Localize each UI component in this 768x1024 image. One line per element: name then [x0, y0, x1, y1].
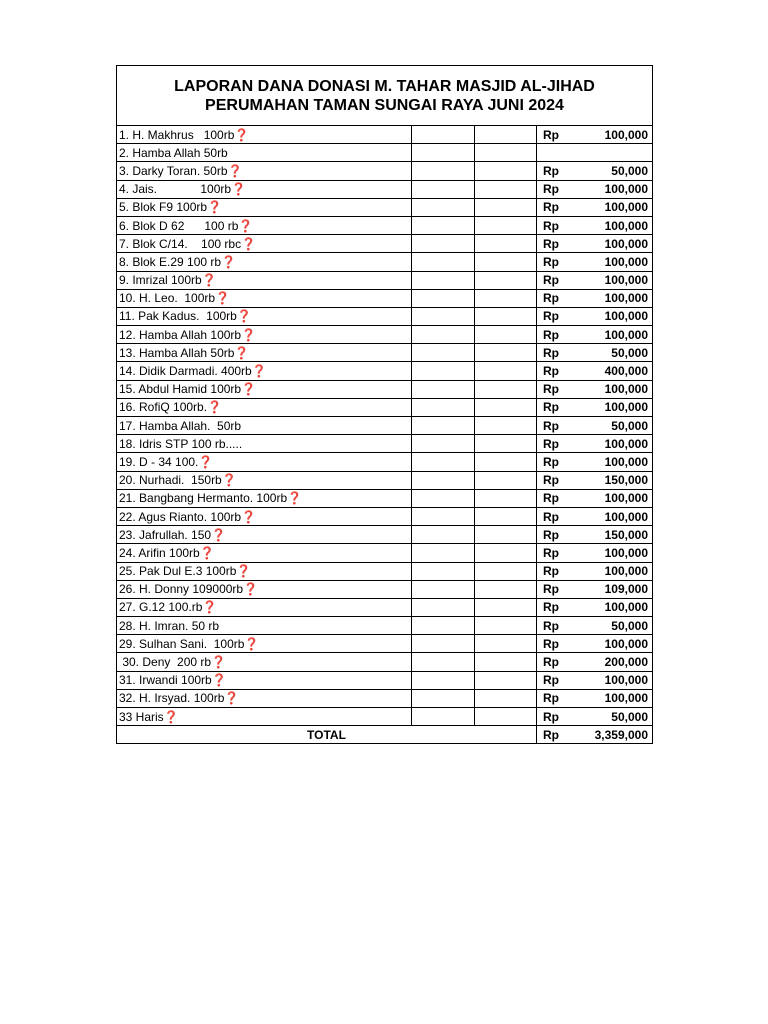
currency-cell: Rp [537, 726, 566, 744]
table-row [117, 180, 653, 198]
table-row [117, 380, 653, 398]
amount-cell: 100,000 [565, 253, 653, 271]
currency-cell: Rp [537, 162, 566, 180]
table-row [117, 708, 653, 726]
empty-cell [475, 635, 537, 653]
amount-cell: 100,000 [565, 271, 653, 289]
table-row [117, 471, 653, 489]
total-row [117, 726, 653, 744]
amount-cell: 100,000 [565, 435, 653, 453]
empty-cell [412, 671, 475, 689]
empty-cell [412, 489, 475, 507]
table-row [117, 344, 653, 362]
table-row [117, 253, 653, 271]
table-row [117, 326, 653, 344]
donor-cell: 27. G.12 100.rb❓ [117, 598, 412, 616]
empty-cell [412, 417, 475, 435]
currency-cell: Rp [537, 526, 566, 544]
table-row [117, 544, 653, 562]
empty-cell [412, 689, 475, 707]
table-row [117, 162, 653, 180]
table-row [117, 489, 653, 507]
amount-cell: 100,000 [565, 507, 653, 525]
amount-cell: 109,000 [565, 580, 653, 598]
amount-cell: 400,000 [565, 362, 653, 380]
currency-cell: Rp [537, 653, 566, 671]
currency-cell: Rp [537, 380, 566, 398]
amount-cell: 100,000 [565, 235, 653, 253]
amount-cell: 100,000 [565, 453, 653, 471]
empty-cell [475, 617, 537, 635]
currency-cell: Rp [537, 635, 566, 653]
amount-cell: 100,000 [565, 326, 653, 344]
title-line-2: PERUMAHAN TAMAN SUNGAI RAYA JUNI 2024 [205, 96, 564, 114]
title-line-1: LAPORAN DANA DONASI M. TAHAR MASJID AL-JIHAD [174, 77, 595, 95]
empty-cell [475, 126, 537, 144]
donor-cell: 12. Hamba Allah 100rb❓ [117, 326, 412, 344]
table-row [117, 453, 653, 471]
empty-cell [412, 198, 475, 216]
empty-cell [475, 380, 537, 398]
empty-cell [475, 708, 537, 726]
table-row [117, 417, 653, 435]
amount-cell: 150,000 [565, 526, 653, 544]
donor-cell: 19. D - 34 100.❓ [117, 453, 412, 471]
table-row [117, 307, 653, 325]
currency-cell: Rp [537, 307, 566, 325]
currency-cell: Rp [537, 362, 566, 380]
empty-cell [412, 617, 475, 635]
empty-cell [475, 526, 537, 544]
empty-cell [475, 653, 537, 671]
empty-cell [412, 580, 475, 598]
empty-cell [475, 307, 537, 325]
empty-cell [475, 453, 537, 471]
donor-cell: 8. Blok E.29 100 rb❓ [117, 253, 412, 271]
empty-cell [412, 235, 475, 253]
currency-cell: Rp [537, 198, 566, 216]
donor-cell: 5. Blok F9 100rb❓ [117, 198, 412, 216]
donor-cell: 13. Hamba Allah 50rb❓ [117, 344, 412, 362]
currency-cell: Rp [537, 253, 566, 271]
empty-cell [475, 544, 537, 562]
empty-cell [475, 689, 537, 707]
currency-cell: Rp [537, 235, 566, 253]
empty-cell [475, 562, 537, 580]
currency-cell: Rp [537, 126, 566, 144]
amount-cell: 50,000 [565, 417, 653, 435]
table-row [117, 671, 653, 689]
empty-cell [475, 198, 537, 216]
amount-cell: 100,000 [565, 635, 653, 653]
currency-cell: Rp [537, 271, 566, 289]
amount-cell: 150,000 [565, 471, 653, 489]
empty-cell [412, 216, 475, 234]
amount-cell: 100,000 [565, 289, 653, 307]
donor-cell: 28. H. Imran. 50 rb [117, 617, 412, 635]
donor-cell: 9. Imrizal 100rb❓ [117, 271, 412, 289]
empty-cell [412, 598, 475, 616]
amount-cell: 100,000 [565, 671, 653, 689]
currency-cell: Rp [537, 326, 566, 344]
empty-cell [475, 326, 537, 344]
empty-cell [412, 126, 475, 144]
currency-cell: Rp [537, 398, 566, 416]
empty-cell [475, 671, 537, 689]
empty-cell [412, 144, 475, 162]
donor-cell: 10. H. Leo. 100rb❓ [117, 289, 412, 307]
empty-cell [475, 580, 537, 598]
table-row [117, 526, 653, 544]
donor-cell: 17. Hamba Allah. 50rb [117, 417, 412, 435]
empty-cell [475, 289, 537, 307]
amount-cell: 100,000 [565, 180, 653, 198]
empty-cell [412, 180, 475, 198]
empty-cell [475, 235, 537, 253]
table-row [117, 289, 653, 307]
table-row [117, 435, 653, 453]
empty-cell [475, 417, 537, 435]
table-row [117, 598, 653, 616]
donor-cell: 4. Jais. 100rb❓ [117, 180, 412, 198]
empty-cell [412, 471, 475, 489]
empty-cell [412, 544, 475, 562]
report-title [116, 65, 653, 125]
currency-cell: Rp [537, 471, 566, 489]
empty-cell [412, 562, 475, 580]
donor-cell: 14. Didik Darmadi. 400rb❓ [117, 362, 412, 380]
donor-cell: 20. Nurhadi. 150rb❓ [117, 471, 412, 489]
currency-cell: Rp [537, 544, 566, 562]
amount-cell: 50,000 [565, 617, 653, 635]
donor-cell: 18. Idris STP 100 rb..... [117, 435, 412, 453]
empty-cell [412, 708, 475, 726]
amount-cell: 100,000 [565, 544, 653, 562]
table-row [117, 126, 653, 144]
donor-cell: 6. Blok D 62 100 rb❓ [117, 216, 412, 234]
table-row [117, 144, 653, 162]
table-row [117, 198, 653, 216]
donor-cell: 23. Jafrullah. 150❓ [117, 526, 412, 544]
amount-cell: 50,000 [565, 162, 653, 180]
currency-cell [537, 144, 566, 162]
amount-cell: 100,000 [565, 398, 653, 416]
currency-cell: Rp [537, 180, 566, 198]
amount-cell: 50,000 [565, 708, 653, 726]
currency-cell: Rp [537, 689, 566, 707]
empty-cell [412, 526, 475, 544]
empty-cell [412, 344, 475, 362]
currency-cell: Rp [537, 435, 566, 453]
donor-cell: 7. Blok C/14. 100 rbc❓ [117, 235, 412, 253]
donor-cell: 25. Pak Dul E.3 100rb❓ [117, 562, 412, 580]
table-row [117, 617, 653, 635]
empty-cell [412, 653, 475, 671]
empty-cell [412, 326, 475, 344]
donor-cell: 29. Sulhan Sani. 100rb❓ [117, 635, 412, 653]
empty-cell [412, 453, 475, 471]
empty-cell [475, 253, 537, 271]
currency-cell: Rp [537, 507, 566, 525]
amount-cell: 200,000 [565, 653, 653, 671]
table-row [117, 580, 653, 598]
amount-cell: 100,000 [565, 126, 653, 144]
empty-cell [475, 180, 537, 198]
table-row [117, 689, 653, 707]
empty-cell [412, 289, 475, 307]
empty-cell [475, 271, 537, 289]
empty-cell [412, 435, 475, 453]
total-label: TOTAL [117, 726, 537, 744]
donor-cell: 26. H. Donny 109000rb❓ [117, 580, 412, 598]
empty-cell [412, 398, 475, 416]
amount-cell: 100,000 [565, 198, 653, 216]
empty-cell [475, 362, 537, 380]
amount-cell: 100,000 [565, 307, 653, 325]
amount-cell: 100,000 [565, 598, 653, 616]
donor-cell: 30. Deny 200 rb❓ [117, 653, 412, 671]
currency-cell: Rp [537, 671, 566, 689]
table-row [117, 653, 653, 671]
donor-cell: 21. Bangbang Hermanto. 100rb❓ [117, 489, 412, 507]
donor-cell: 32. H. Irsyad. 100rb❓ [117, 689, 412, 707]
donor-cell: 31. Irwandi 100rb❓ [117, 671, 412, 689]
donor-cell: 3. Darky Toran. 50rb❓ [117, 162, 412, 180]
empty-cell [475, 398, 537, 416]
empty-cell [412, 635, 475, 653]
empty-cell [475, 344, 537, 362]
table-row [117, 216, 653, 234]
currency-cell: Rp [537, 580, 566, 598]
donor-cell: 15. Abdul Hamid 100rb❓ [117, 380, 412, 398]
donor-cell: 33 Haris❓ [117, 708, 412, 726]
donor-cell: 1. H. Makhrus 100rb❓ [117, 126, 412, 144]
amount-cell: 100,000 [565, 562, 653, 580]
empty-cell [412, 380, 475, 398]
empty-cell [412, 162, 475, 180]
donor-cell: 16. RofiQ 100rb.❓ [117, 398, 412, 416]
table-row [117, 235, 653, 253]
currency-cell: Rp [537, 617, 566, 635]
currency-cell: Rp [537, 598, 566, 616]
currency-cell: Rp [537, 562, 566, 580]
amount-cell: 100,000 [565, 489, 653, 507]
donor-cell: 22. Agus Rianto. 100rb❓ [117, 507, 412, 525]
empty-cell [412, 507, 475, 525]
amount-cell: 100,000 [565, 380, 653, 398]
empty-cell [475, 435, 537, 453]
table-row [117, 507, 653, 525]
table-row [117, 362, 653, 380]
donation-table [116, 125, 653, 744]
report-sheet [116, 65, 653, 744]
currency-cell: Rp [537, 417, 566, 435]
table-row [117, 635, 653, 653]
currency-cell: Rp [537, 289, 566, 307]
empty-cell [475, 162, 537, 180]
empty-cell [475, 489, 537, 507]
table-row [117, 398, 653, 416]
currency-cell: Rp [537, 344, 566, 362]
empty-cell [475, 216, 537, 234]
currency-cell: Rp [537, 708, 566, 726]
empty-cell [475, 507, 537, 525]
donor-cell: 24. Arifin 100rb❓ [117, 544, 412, 562]
table-row [117, 271, 653, 289]
total-amount: 3,359,000 [565, 726, 653, 744]
amount-cell: 100,000 [565, 689, 653, 707]
empty-cell [412, 362, 475, 380]
empty-cell [412, 307, 475, 325]
table-row [117, 562, 653, 580]
amount-cell [565, 144, 653, 162]
currency-cell: Rp [537, 453, 566, 471]
donor-cell: 2. Hamba Allah 50rb [117, 144, 412, 162]
donor-cell: 11. Pak Kadus. 100rb❓ [117, 307, 412, 325]
empty-cell [475, 144, 537, 162]
amount-cell: 100,000 [565, 216, 653, 234]
empty-cell [475, 598, 537, 616]
currency-cell: Rp [537, 489, 566, 507]
empty-cell [412, 253, 475, 271]
empty-cell [475, 471, 537, 489]
amount-cell: 50,000 [565, 344, 653, 362]
empty-cell [412, 271, 475, 289]
currency-cell: Rp [537, 216, 566, 234]
